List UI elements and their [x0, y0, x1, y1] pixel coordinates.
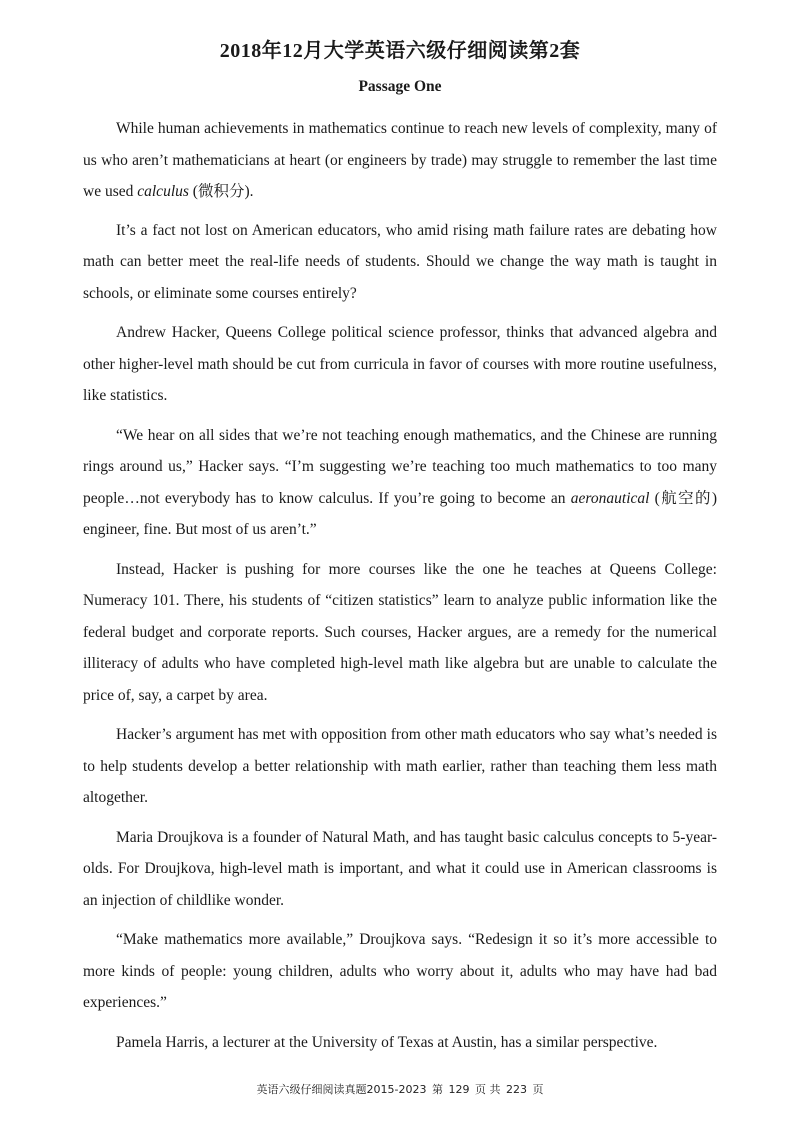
paragraph-1-text-b: (微积分).: [188, 183, 254, 200]
paragraph-4-text-a: “We hear on all sides that we’re not teaching enough mathematics, and the Chinese are running rings around us,” Hacker says. “I’m suggesting we’re teaching too much mathematics to too many people…not everybody has to know calculus. If you’re going to become an: [83, 426, 717, 507]
passage-body: [83, 113, 717, 1066]
paragraph-4-text-b: (航空的) engineer, fine. But most of us aren’t.”: [83, 489, 717, 538]
paragraph-8: “Make mathematics more available,” Droujkova says. “Redesign it so it’s more accessible to more kinds of people: young children, adults who worry about it, adults who may have had bad experiences.”: [83, 931, 717, 1011]
footer-page-prefix: 第: [431, 1083, 443, 1096]
page-footer: [0, 1081, 800, 1097]
footer-page-suffix: 页: [532, 1083, 544, 1096]
footer-total-pages: 223: [505, 1083, 527, 1096]
term-aeronautical: aeronautical: [570, 489, 650, 507]
page-title: 2018年12月大学英语六级仔细阅读第2套: [219, 40, 581, 62]
paragraph-6: Hacker’s argument has met with opposition from other math educators who say what’s needed is to help students develop a better relationship with math earlier, rather than teaching them less math altogether.: [83, 726, 717, 806]
paragraph-1-text-a: While human achievements in mathematics continue to reach new levels of complexity, many of us who aren’t mathematicians at heart (or engineers by trade) may struggle to remember the last time we used: [83, 120, 717, 200]
paragraph-7: Maria Droujkova is a founder of Natural Math, and has taught basic calculus concepts to 5-year-olds. For Droujkova, high-level math is important, and what it could use in American classrooms is an injection of childlike wonder.: [83, 828, 717, 909]
footer-source: 英语六级仔细阅读真题2015-2023: [256, 1083, 427, 1096]
paragraph-4: [83, 420, 717, 546]
paragraph-5: Instead, Hacker is pushing for more courses like the one he teaches at Queens College: Numeracy 101. There, his students of “citizen statistics” learn to analyze public information like the federal budget and corporate reports. Such courses, Hacker argues, are a remedy for the numerical illiteracy of adults who have completed high-level math like algebra but are unable to calculate the price of, say, a carpet by area.: [83, 560, 717, 704]
paragraph-1: [83, 113, 717, 208]
footer-page-mid: 页 共: [474, 1083, 501, 1096]
footer-page-number: 129: [448, 1083, 470, 1096]
paragraph-2: It’s a fact not lost on American educators, who amid rising math failure rates are debating how math can better meet the real-life needs of students. Should we change the way math is taught in schools, or eliminate some courses entirely?: [83, 221, 717, 302]
term-calculus: calculus: [137, 183, 189, 200]
passage-heading: Passage One: [358, 78, 442, 95]
paragraph-9: Pamela Harris, a lecturer at the University of Texas at Austin, has a similar perspective.: [116, 1033, 658, 1051]
paragraph-3: Andrew Hacker, Queens College political science professor, thinks that advanced algebra and other higher-level math should be cut from curricula in favor of courses with more routine usefulness, like statistics.: [83, 324, 717, 404]
